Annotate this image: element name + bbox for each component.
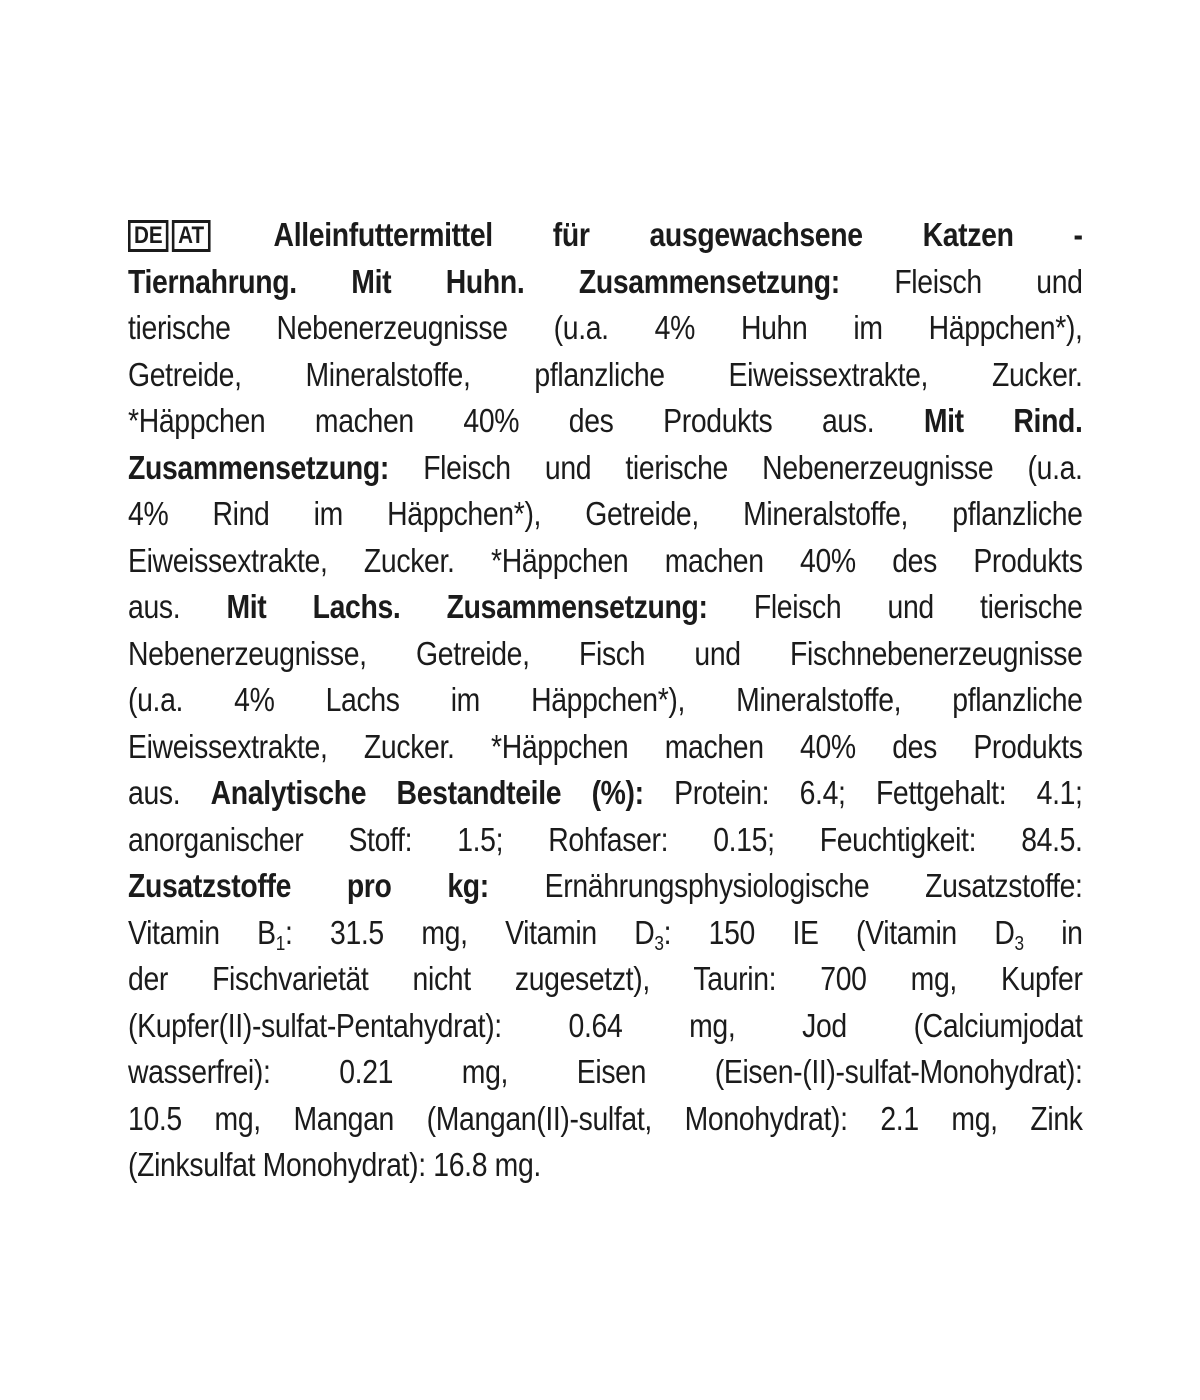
text-line	[128, 584, 1083, 631]
text-segment: 4% Rind im Häppchen*), Getreide, Mineralstoffe, pflanzliche	[128, 495, 1083, 532]
subscript: 3	[654, 932, 664, 955]
country-code-badge: DE	[128, 220, 169, 252]
text-segment: Vitamin B	[128, 913, 276, 951]
text-line	[128, 1003, 1083, 1050]
text-line	[128, 631, 1083, 678]
text-segment: tierische Nebenerzeugnisse (u.a. 4% Huhn im Häppchen*),	[128, 309, 1083, 346]
text-segment: 10.5 mg, Mangan (Mangan(II)-sulfat, Monohydrat): 2.1 mg, Zink	[128, 1099, 1083, 1137]
text-line	[128, 398, 1083, 445]
ingredient-label-text	[128, 212, 1083, 1189]
text-line	[128, 1049, 1083, 1096]
text-segment: (Zinksulfat Monohydrat): 16.8 mg.	[128, 1146, 541, 1183]
text-line	[128, 770, 1083, 817]
bold-segment: Alleinfuttermittel für ausgewachsene Katzen -	[273, 216, 1083, 253]
text-segment: (u.a. 4% Lachs im Häppchen*), Mineralstoffe, pflanzliche	[128, 681, 1083, 718]
text-segment: Fleisch und tierische	[707, 588, 1083, 625]
bold-segment: Tiernahrung. Mit Huhn. Zusammensetzung:	[128, 262, 840, 300]
text-line	[128, 352, 1083, 399]
text-segment: Fleisch und tierische Nebenerzeugnisse (u.a.	[388, 448, 1083, 486]
text-segment: in	[1023, 913, 1083, 951]
text-segment: wasserfrei): 0.21 mg, Eisen (Eisen-(II)-sulfat-Monohydrat):	[128, 1053, 1083, 1090]
text-segment: Ernährungsphysiologische Zusatzstoffe:	[488, 867, 1083, 904]
text-line	[128, 677, 1083, 724]
subscript: 1	[275, 932, 286, 955]
text-segment: Nebenerzeugnisse, Getreide, Fisch und Fischnebenerzeugnisse	[128, 634, 1083, 672]
text-segment: aus.	[128, 774, 211, 811]
text-segment: anorganischer Stoff: 1.5; Rohfaser: 0.15; Feuchtigkeit: 84.5.	[128, 820, 1083, 858]
text-segment: aus.	[128, 588, 227, 625]
country-code-badge: AT	[172, 220, 210, 252]
text-segment: Eiweissextrakte, Zucker. *Häppchen machen 40% des Produkts	[128, 727, 1083, 765]
text-segment: : 150 IE (Vitamin D	[663, 913, 1015, 951]
text-segment: Protein: 6.4; Fettgehalt: 4.1;	[643, 774, 1083, 811]
text-line	[128, 212, 1083, 259]
text-line	[128, 305, 1083, 352]
text-line	[128, 259, 1083, 306]
bold-segment: Analytische Bestandteile (%):	[210, 774, 644, 811]
bold-segment: Mit Lachs. Zusammensetzung:	[226, 588, 708, 625]
text-line	[128, 1142, 1083, 1189]
text-segment: der Fischvarietät nicht zugesetzt), Taurin: 700 mg, Kupfer	[128, 960, 1083, 997]
text-line	[128, 817, 1083, 864]
text-segment: Getreide, Mineralstoffe, pflanzliche Eiweissextrakte, Zucker.	[128, 355, 1083, 393]
bold-segment: Mit Rind.	[923, 402, 1083, 439]
text-segment: Fleisch und	[839, 262, 1083, 300]
bold-segment: Zusatzstoffe pro kg:	[128, 867, 489, 904]
text-line	[128, 910, 1083, 957]
text-segment: : 31.5 mg, Vitamin D	[285, 913, 655, 951]
text-segment: (Kupfer(II)-sulfat-Pentahydrat): 0.64 mg, Jod (Calciumjodat	[128, 1006, 1083, 1044]
text-line	[128, 956, 1083, 1003]
text-segment: *Häppchen machen 40% des Produkts aus.	[128, 402, 924, 439]
text-line	[128, 538, 1083, 585]
subscript: 3	[1014, 932, 1024, 955]
text-line	[128, 863, 1083, 910]
text-segment: Eiweissextrakte, Zucker. *Häppchen machen 40% des Produkts	[128, 541, 1083, 579]
text-line	[128, 1096, 1083, 1143]
text-line	[128, 491, 1083, 538]
text-line	[128, 445, 1083, 492]
text-line	[128, 724, 1083, 771]
bold-segment: Zusammensetzung:	[128, 448, 389, 486]
